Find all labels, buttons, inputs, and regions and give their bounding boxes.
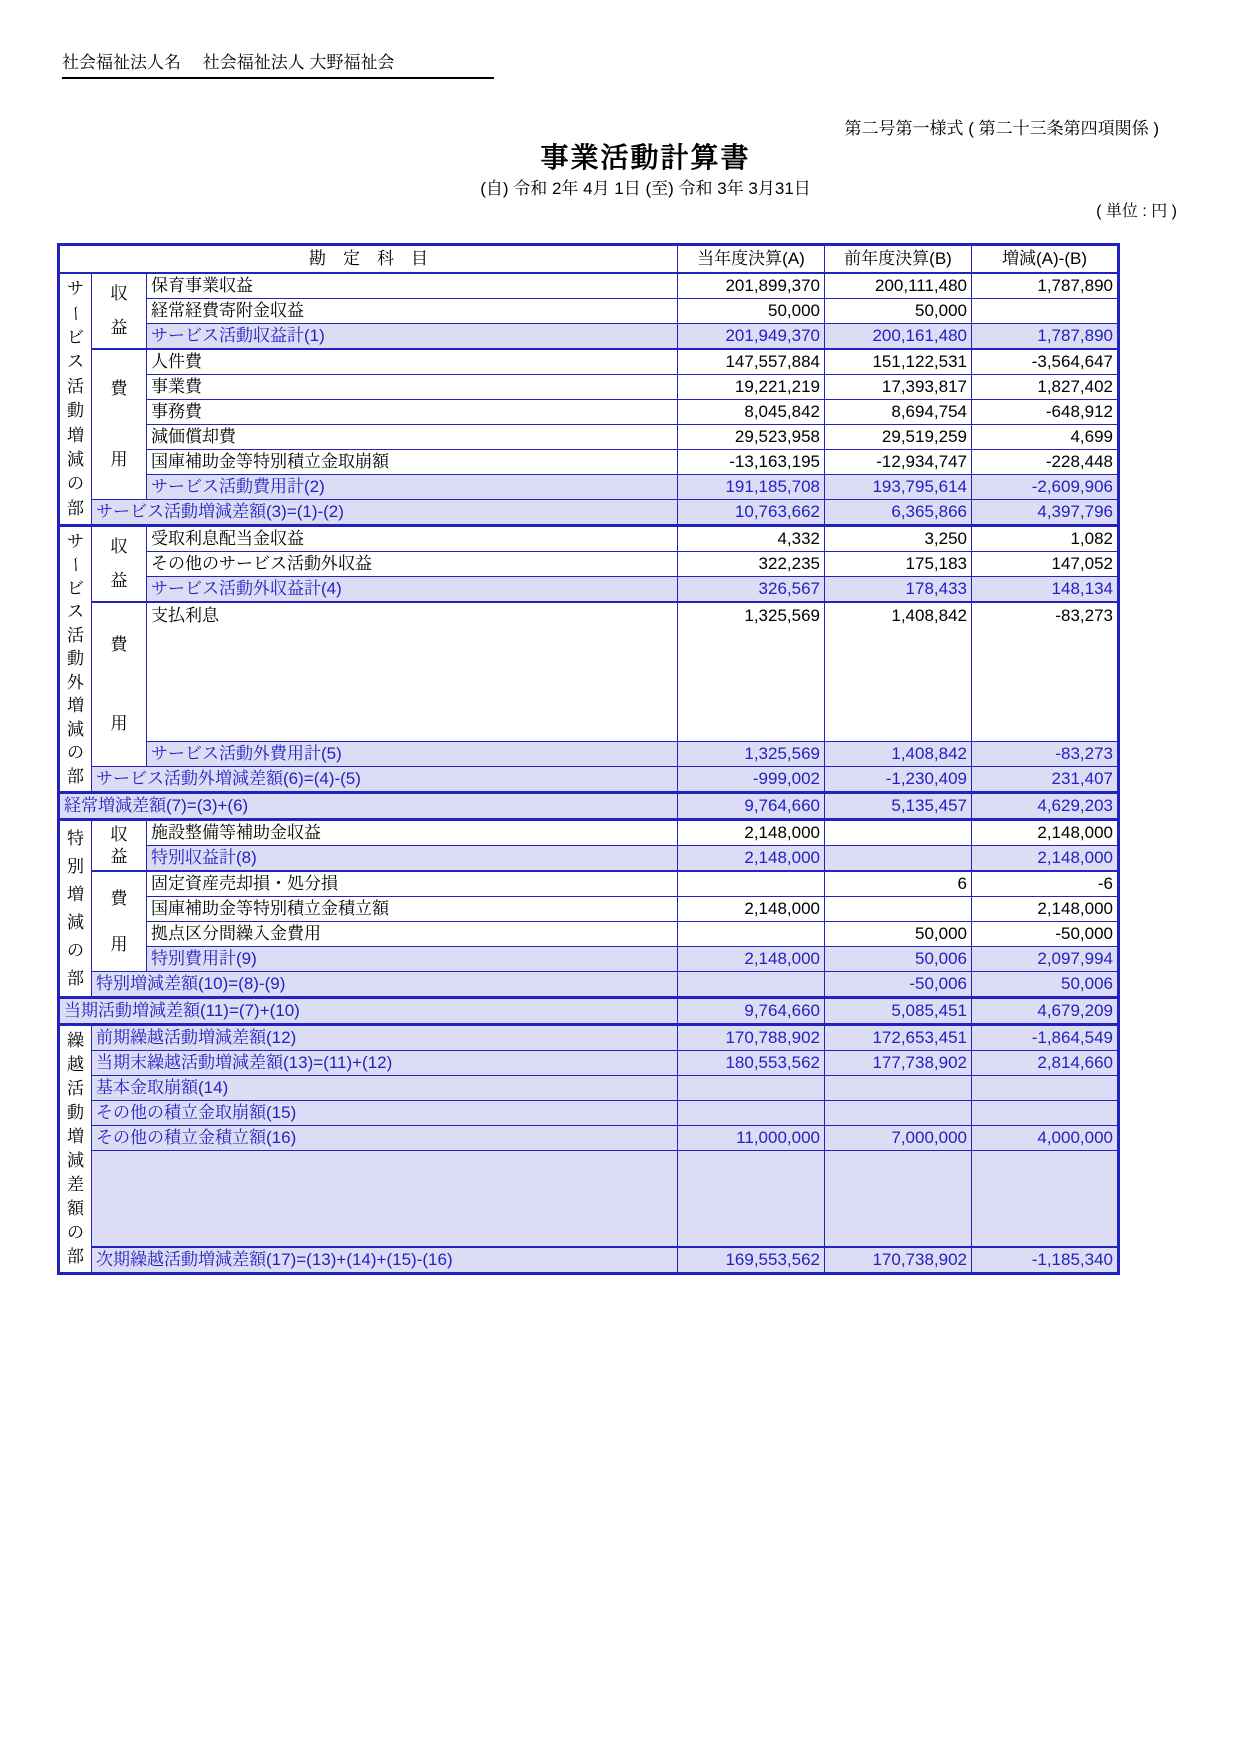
- diff-amount: 231,407: [972, 767, 1119, 793]
- page-title: 事業活動計算書: [540, 142, 751, 173]
- current-year-amount: [678, 1101, 825, 1126]
- current-year-amount: [678, 1151, 825, 1247]
- account-cell: サービス活動外増減差額(6)=(4)-(5): [92, 767, 678, 793]
- diff-amount: 2,814,660: [972, 1051, 1119, 1076]
- diff-amount: -228,448: [972, 449, 1119, 474]
- account-cell: その他の積立金取崩額(15): [92, 1101, 678, 1126]
- section-label-carried-forward: 繰 越 活 動 増 減 差 額 の 部: [59, 1025, 92, 1274]
- previous-year-amount: 50,000: [825, 922, 972, 947]
- income-group-label: 収 益: [92, 525, 147, 602]
- previous-year-amount: 1,408,842: [825, 742, 972, 767]
- expense-group-label: 費 用: [92, 871, 147, 972]
- current-year-amount: 1,325,569: [678, 602, 825, 742]
- current-year-amount: 147,557,884: [678, 349, 825, 375]
- account-cell: 前期繰越活動増減差額(12): [92, 1025, 678, 1051]
- account-cell: 事務費: [147, 399, 678, 424]
- table-row: [59, 273, 1119, 299]
- table-row: [59, 374, 1119, 399]
- previous-year-amount: 5,085,451: [825, 998, 972, 1025]
- current-year-amount: [678, 871, 825, 897]
- diff-amount: 2,097,994: [972, 947, 1119, 972]
- account-cell: 基本金取崩額(14): [92, 1076, 678, 1101]
- previous-year-amount: [825, 846, 972, 872]
- current-year-amount: 2,148,000: [678, 846, 825, 872]
- diff-amount: 2,148,000: [972, 846, 1119, 872]
- current-year-amount: -999,002: [678, 767, 825, 793]
- account-cell: 事業費: [147, 374, 678, 399]
- current-year-amount: 2,148,000: [678, 820, 825, 846]
- current-year-amount: 180,553,562: [678, 1051, 825, 1076]
- previous-year-amount: -1,230,409: [825, 767, 972, 793]
- table-row: [59, 424, 1119, 449]
- total-row: [59, 998, 1119, 1025]
- empty-row: [59, 1151, 1119, 1247]
- total-row: [59, 793, 1119, 820]
- account-cell: [92, 1151, 678, 1247]
- account-cell: 保育事業収益: [147, 273, 678, 299]
- account-cell: サービス活動収益計(1): [147, 323, 678, 349]
- corporation-name-line: 社会福祉法人名 社会福祉法人 大野福祉会: [62, 48, 494, 79]
- total-row: [59, 1247, 1119, 1274]
- previous-year-amount: 172,653,451: [825, 1025, 972, 1051]
- previous-year-amount: 177,738,902: [825, 1051, 972, 1076]
- diff-amount: 1,082: [972, 525, 1119, 551]
- current-year-amount: 10,763,662: [678, 499, 825, 525]
- table-row: [59, 897, 1119, 922]
- subtotal-row: [59, 474, 1119, 499]
- account-cell: 次期繰越活動増減差額(17)=(13)+(14)+(15)-(16): [92, 1247, 678, 1274]
- current-year-amount: 191,185,708: [678, 474, 825, 499]
- income-group-label: 収 益: [92, 820, 147, 872]
- subtotal-row: [59, 767, 1119, 793]
- section-label-service-activity: サ ー ビ ス 活 動 増 減 の 部: [59, 273, 92, 526]
- diff-amount: -648,912: [972, 399, 1119, 424]
- current-year-amount: 326,567: [678, 576, 825, 602]
- previous-year-amount: 29,519,259: [825, 424, 972, 449]
- account-cell: 国庫補助金等特別積立金取崩額: [147, 449, 678, 474]
- account-cell: 特別費用計(9): [147, 947, 678, 972]
- account-cell: 経常経費寄附金収益: [147, 298, 678, 323]
- table-row: [59, 820, 1119, 846]
- account-cell: 人件費: [147, 349, 678, 375]
- table-row: [59, 1126, 1119, 1151]
- table-row: [59, 1051, 1119, 1076]
- table-row: [59, 1101, 1119, 1126]
- diff-amount: [972, 298, 1119, 323]
- table-header-row: [59, 245, 1119, 273]
- account-cell: その他の積立金積立額(16): [92, 1126, 678, 1151]
- account-cell: サービス活動増減差額(3)=(1)-(2): [92, 499, 678, 525]
- diff-amount: 4,679,209: [972, 998, 1119, 1025]
- subtotal-row: [59, 972, 1119, 998]
- current-year-amount: [678, 972, 825, 998]
- accounting-period: (自) 令和 2年 4月 1日 (至) 令和 3年 3月31日: [480, 179, 811, 198]
- account-cell: 拠点区分間繰入金費用: [147, 922, 678, 947]
- account-cell: 減価償却費: [147, 424, 678, 449]
- diff-amount: -3,564,647: [972, 349, 1119, 375]
- diff-amount: 1,827,402: [972, 374, 1119, 399]
- previous-year-amount: 8,694,754: [825, 399, 972, 424]
- diff-amount: 1,787,890: [972, 323, 1119, 349]
- current-year-amount: 4,332: [678, 525, 825, 551]
- account-cell: 特別収益計(8): [147, 846, 678, 872]
- current-year-amount: 9,764,660: [678, 998, 825, 1025]
- table-row: [59, 1076, 1119, 1101]
- diff-amount: -2,609,906: [972, 474, 1119, 499]
- diff-amount: [972, 1101, 1119, 1126]
- account-title-header: 勘 定 科 目: [59, 245, 678, 273]
- subtotal-row: [59, 499, 1119, 525]
- account-cell: 支払利息: [147, 602, 678, 742]
- current-year-amount: 201,949,370: [678, 323, 825, 349]
- subtotal-row: [59, 742, 1119, 767]
- current-year-amount: 201,899,370: [678, 273, 825, 299]
- subtotal-row: [59, 947, 1119, 972]
- account-cell: 当期末繰越活動増減差額(13)=(11)+(12): [92, 1051, 678, 1076]
- account-cell: サービス活動外費用計(5): [147, 742, 678, 767]
- diff-amount: [972, 1151, 1119, 1247]
- previous-year-amount: [825, 897, 972, 922]
- activity-statement-table: [57, 243, 1120, 1275]
- account-cell: サービス活動費用計(2): [147, 474, 678, 499]
- diff-amount: -1,185,340: [972, 1247, 1119, 1274]
- table-row: [59, 871, 1119, 897]
- previous-year-amount: [825, 820, 972, 846]
- subtotal-row: [59, 846, 1119, 872]
- current-year-amount: -13,163,195: [678, 449, 825, 474]
- previous-year-amount: 50,000: [825, 298, 972, 323]
- previous-year-amount: [825, 1151, 972, 1247]
- diff-amount: -50,000: [972, 922, 1119, 947]
- expense-group-label: 費 用: [92, 602, 147, 767]
- account-cell: その他のサービス活動外収益: [147, 551, 678, 576]
- diff-header: 増減(A)-(B): [972, 245, 1119, 273]
- table-row: [59, 349, 1119, 375]
- previous-year-amount: -50,006: [825, 972, 972, 998]
- table-row: [59, 602, 1119, 742]
- current-year-amount: 8,045,842: [678, 399, 825, 424]
- table-row: [59, 298, 1119, 323]
- current-year-amount: 19,221,219: [678, 374, 825, 399]
- diff-amount: -6: [972, 871, 1119, 897]
- account-cell: 国庫補助金等特別積立金積立額: [147, 897, 678, 922]
- diff-amount: -83,273: [972, 742, 1119, 767]
- previous-year-header: 前年度決算(B): [825, 245, 972, 273]
- previous-year-amount: 6,365,866: [825, 499, 972, 525]
- diff-amount: 4,699: [972, 424, 1119, 449]
- current-year-amount: 50,000: [678, 298, 825, 323]
- account-cell: 施設整備等補助金収益: [147, 820, 678, 846]
- current-year-amount: 29,523,958: [678, 424, 825, 449]
- previous-year-amount: 50,006: [825, 947, 972, 972]
- current-year-amount: 322,235: [678, 551, 825, 576]
- previous-year-amount: 151,122,531: [825, 349, 972, 375]
- previous-year-amount: 1,408,842: [825, 602, 972, 742]
- account-cell: 当期活動増減差額(11)=(7)+(10): [59, 998, 678, 1025]
- diff-amount: 2,148,000: [972, 897, 1119, 922]
- table-row: [59, 1025, 1119, 1051]
- diff-amount: -1,864,549: [972, 1025, 1119, 1051]
- diff-amount: 4,000,000: [972, 1126, 1119, 1151]
- current-year-amount: [678, 922, 825, 947]
- previous-year-amount: -12,934,747: [825, 449, 972, 474]
- table-row: [59, 922, 1119, 947]
- diff-amount: 148,134: [972, 576, 1119, 602]
- current-year-amount: 169,553,562: [678, 1247, 825, 1274]
- account-cell: サービス活動外収益計(4): [147, 576, 678, 602]
- diff-amount: [972, 1076, 1119, 1101]
- current-year-amount: 2,148,000: [678, 897, 825, 922]
- current-year-amount: 170,788,902: [678, 1025, 825, 1051]
- diff-amount: 50,006: [972, 972, 1119, 998]
- current-year-amount: [678, 1076, 825, 1101]
- current-year-amount: 11,000,000: [678, 1126, 825, 1151]
- diff-amount: 4,397,796: [972, 499, 1119, 525]
- diff-amount: 1,787,890: [972, 273, 1119, 299]
- previous-year-amount: 178,433: [825, 576, 972, 602]
- previous-year-amount: 3,250: [825, 525, 972, 551]
- diff-amount: 147,052: [972, 551, 1119, 576]
- previous-year-amount: 200,161,480: [825, 323, 972, 349]
- account-cell: 受取利息配当金収益: [147, 525, 678, 551]
- previous-year-amount: 17,393,817: [825, 374, 972, 399]
- account-cell: 経常増減差額(7)=(3)+(6): [59, 793, 678, 820]
- diff-amount: 4,629,203: [972, 793, 1119, 820]
- form-number-note: 第二号第一様式 ( 第二十三条第四項関係 ): [844, 119, 1159, 138]
- previous-year-amount: 170,738,902: [825, 1247, 972, 1274]
- previous-year-amount: [825, 1076, 972, 1101]
- table-row: [59, 551, 1119, 576]
- current-year-header: 当年度決算(A): [678, 245, 825, 273]
- diff-amount: -83,273: [972, 602, 1119, 742]
- table-row: [59, 449, 1119, 474]
- account-cell: 固定資産売却損・処分損: [147, 871, 678, 897]
- unit-note: ( 単位 : 円 ): [1096, 203, 1177, 220]
- diff-amount: 2,148,000: [972, 820, 1119, 846]
- section-label-special: 特 別 増 減 の 部: [59, 820, 92, 998]
- previous-year-amount: [825, 1101, 972, 1126]
- subtotal-row: [59, 576, 1119, 602]
- current-year-amount: 1,325,569: [678, 742, 825, 767]
- previous-year-amount: 193,795,614: [825, 474, 972, 499]
- previous-year-amount: 6: [825, 871, 972, 897]
- previous-year-amount: 200,111,480: [825, 273, 972, 299]
- current-year-amount: 2,148,000: [678, 947, 825, 972]
- expense-group-label: 費 用: [92, 349, 147, 500]
- previous-year-amount: 7,000,000: [825, 1126, 972, 1151]
- account-cell: 特別増減差額(10)=(8)-(9): [92, 972, 678, 998]
- section-label-non-service-activity: サ ー ビ ス 活 動 外 増 減 の 部: [59, 525, 92, 793]
- previous-year-amount: 5,135,457: [825, 793, 972, 820]
- income-group-label: 収 益: [92, 273, 147, 349]
- table-row: [59, 399, 1119, 424]
- current-year-amount: 9,764,660: [678, 793, 825, 820]
- previous-year-amount: 175,183: [825, 551, 972, 576]
- subtotal-row: [59, 323, 1119, 349]
- table-row: [59, 525, 1119, 551]
